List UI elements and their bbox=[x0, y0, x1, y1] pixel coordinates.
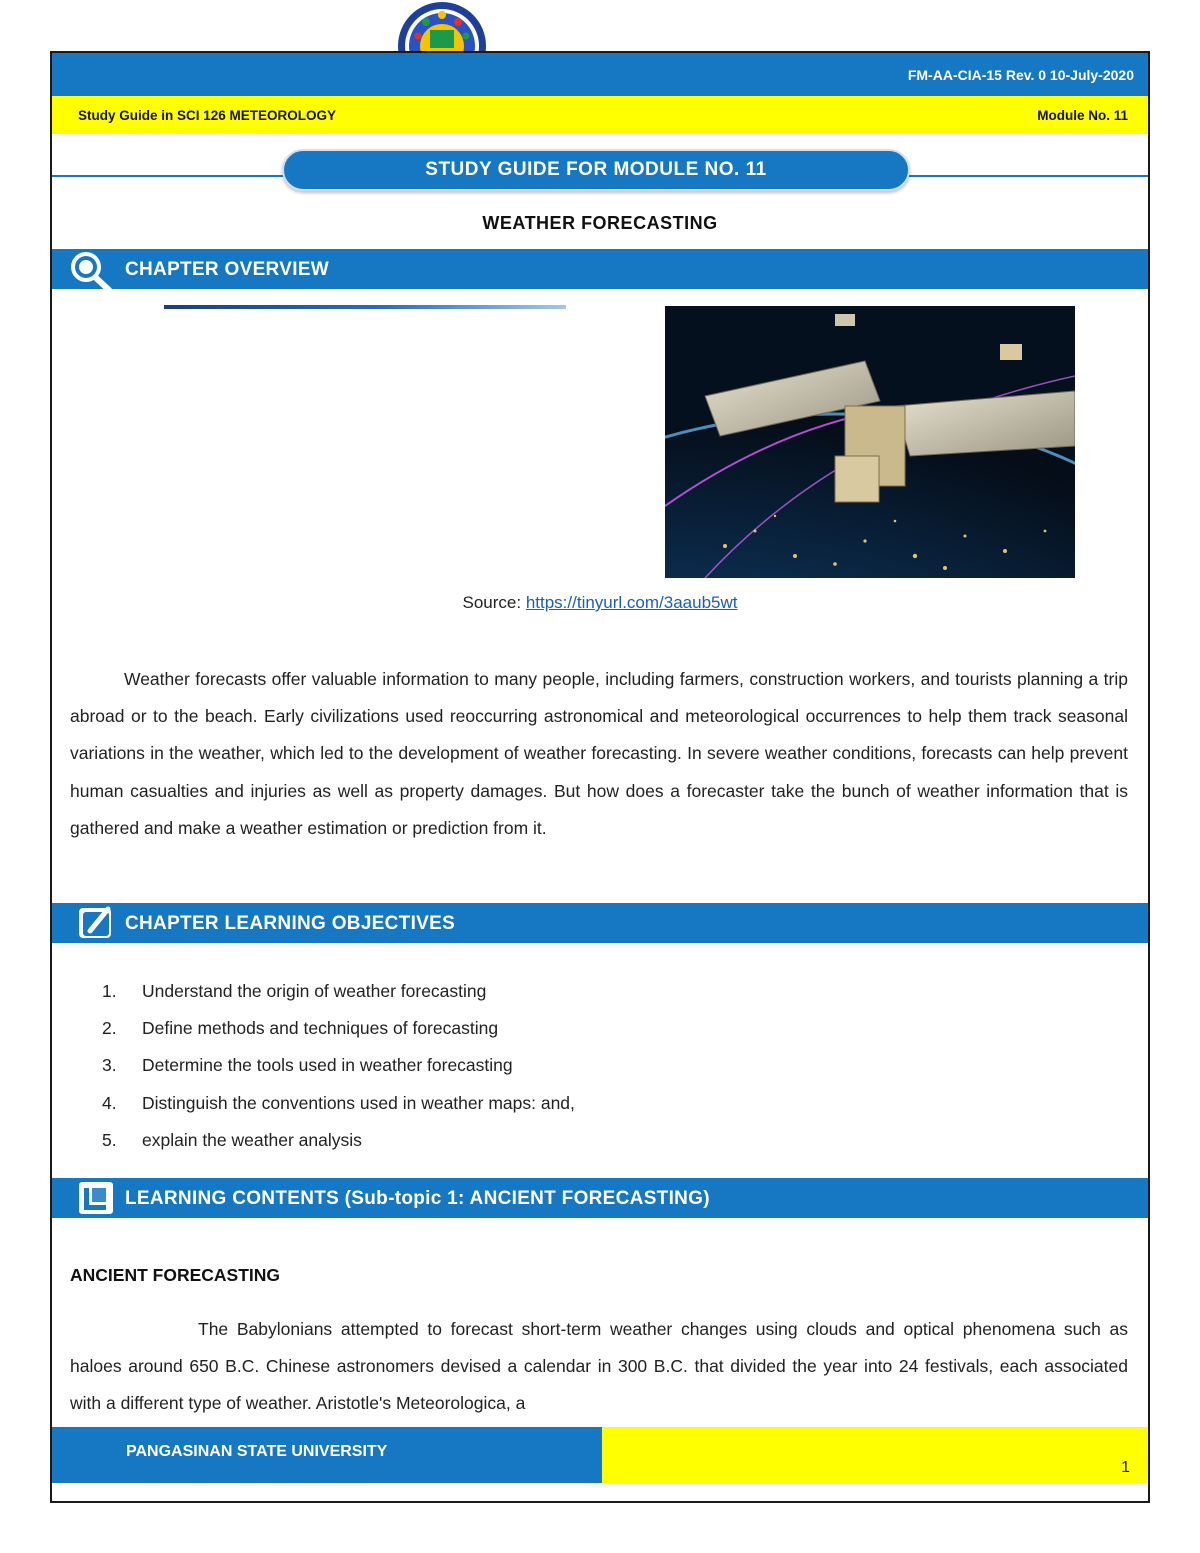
contents-paragraph: The Babylonians attempted to forecast short-term weather changes using clouds and optical phenomena such as haloes around 650 B.C. Chinese astronomers devised a calendar in 300 B.C. that divided the year into 24 festivals, each associated with a different type of weather. Aristotle's Meteorologica, a bbox=[70, 1319, 1128, 1414]
form-code: FM-AA-CIA-15 Rev. 0 10-July-2020 bbox=[907, 67, 1134, 83]
source-label: Source: bbox=[462, 593, 522, 612]
overview-paragraph: Weather forecasts offer valuable information to many people, including farmers, construction workers, and tourists planning a trip abroad or to the beach. Early civilizations used reoccurring astronomical and meteorological occurrences to help them track seasonal variations in the weather, which led to the development of weather forecasting. In severe weather conditions, forecasts can help prevent human casualties and injuries as well as property damages. But how does a forecaster take the bunch of weather information that is gathered and make a weather estimation or prediction from it. bbox=[70, 669, 1128, 838]
course-band bbox=[52, 96, 1148, 134]
university-seal-logo bbox=[396, 0, 488, 52]
section-title: LEARNING CONTENTS (Sub-topic 1: ANCIENT FORECASTING) bbox=[125, 1188, 710, 1209]
book-icon bbox=[66, 1175, 114, 1221]
subtopic-heading: ANCIENT FORECASTING bbox=[70, 1265, 280, 1285]
objectives-list bbox=[102, 973, 575, 1159]
footer-university-band bbox=[52, 1427, 602, 1483]
list-item: 4. Distinguish the conventions used in weather maps: and, bbox=[102, 1092, 575, 1113]
footer-page-band bbox=[602, 1427, 1148, 1483]
page-number: 1 bbox=[1121, 1459, 1130, 1476]
list-item: 2. Define methods and techniques of forecasting bbox=[102, 1018, 499, 1039]
list-item: 5. explain the weather analysis bbox=[102, 1129, 362, 1150]
header-band bbox=[52, 53, 1148, 96]
section-learning-contents bbox=[52, 1178, 1148, 1218]
image-source bbox=[52, 593, 1148, 613]
module-number: Module No. 11 bbox=[1037, 108, 1128, 123]
satellite-image bbox=[665, 306, 1075, 578]
study-guide-title: STUDY GUIDE FOR MODULE NO. 11 bbox=[282, 149, 910, 191]
document-page bbox=[50, 51, 1150, 1503]
university-name: PANGASINAN STATE UNIVERSITY bbox=[126, 1443, 388, 1460]
magnifier-icon bbox=[66, 246, 114, 292]
section-chapter-overview bbox=[52, 249, 1148, 289]
list-item: 1. Understand the origin of weather forecasting bbox=[102, 981, 487, 1001]
source-link[interactable]: https://tinyurl.com/3aaub5wt bbox=[525, 593, 738, 612]
section-title: CHAPTER OVERVIEW bbox=[125, 259, 329, 280]
document-title: WEATHER FORECASTING bbox=[482, 213, 718, 233]
course-title: Study Guide in SCI 126 METEOROLOGY bbox=[78, 108, 337, 123]
list-item: 3. Determine the tools used in weather forecasting bbox=[102, 1055, 513, 1076]
decorative-line bbox=[164, 305, 566, 309]
edit-note-icon bbox=[66, 900, 114, 946]
section-title: CHAPTER LEARNING OBJECTIVES bbox=[125, 913, 456, 934]
section-learning-objectives bbox=[52, 903, 1148, 943]
